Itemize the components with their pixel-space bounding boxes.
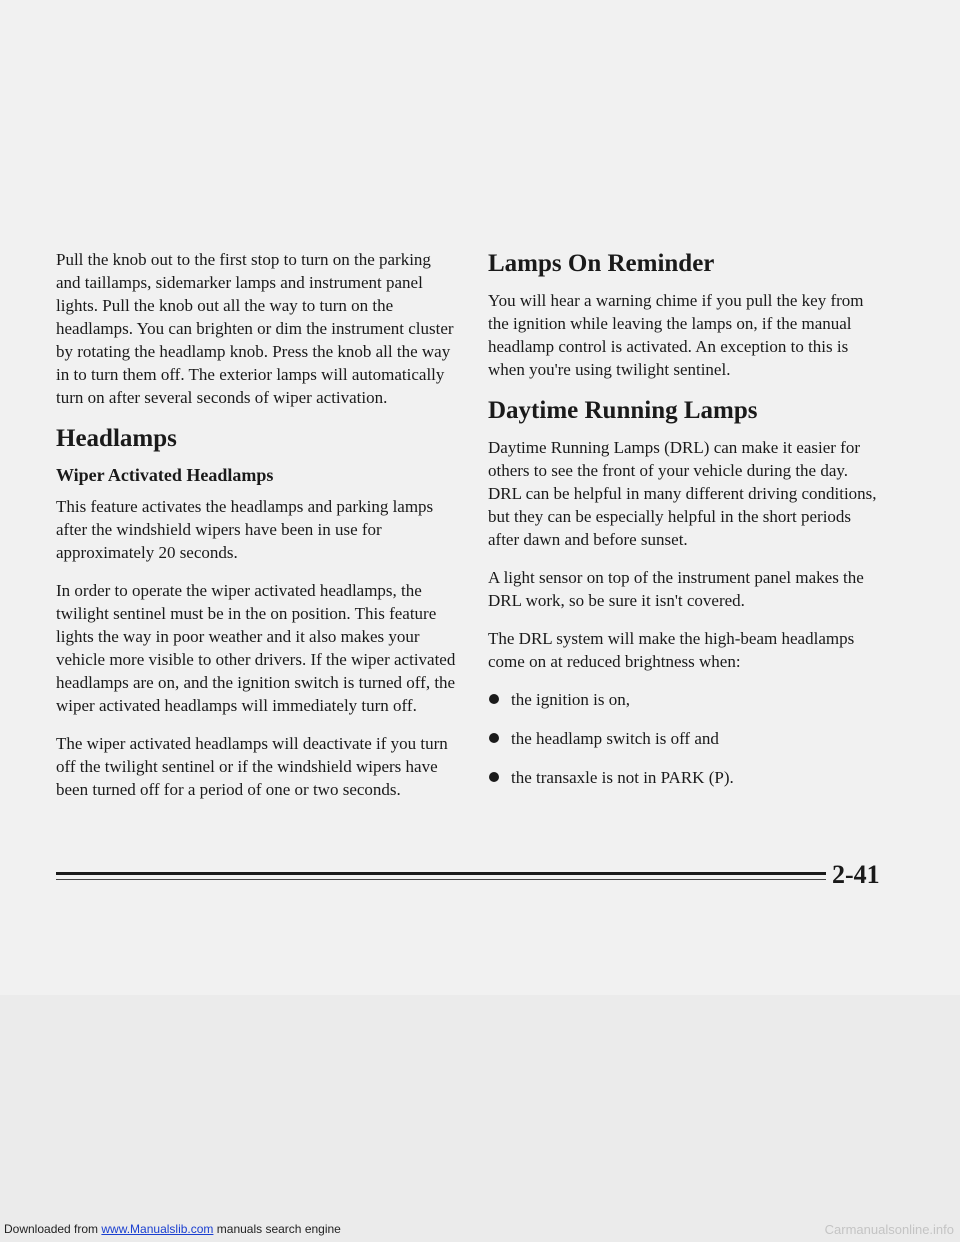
lamps-on-reminder-paragraph: You will hear a warning chime if you pull the key from the ignition while leaving the lamps on, if the manual headlamp control is activated. An exception to this is when you're using twilight sentinel. <box>488 291 864 379</box>
wiper-paragraph-1: This feature activates the headlamps and parking lamps after the windshield wipers have been in use for approximately 20 seconds. <box>56 497 434 562</box>
page-number: 2-41 <box>832 860 880 889</box>
manualslib-link[interactable]: www.Manualslib.com <box>101 1222 214 1236</box>
list-item-text: the transaxle is not in PARK (P). <box>511 768 734 787</box>
drl-conditions-list <box>488 688 880 789</box>
list-item-text: the headlamp switch is off and <box>511 729 719 748</box>
drl-paragraph-2: A light sensor on top of the instrument panel makes the DRL work, so be sure it isn't covered. <box>488 568 864 610</box>
bullet-icon <box>489 733 499 743</box>
footer-rule-thin <box>56 879 826 880</box>
watermark: Carmanualsonline.info <box>824 1222 954 1237</box>
left-column <box>56 248 458 816</box>
bullet-icon <box>489 772 499 782</box>
lamps-on-reminder-heading: Lamps On Reminder <box>488 250 715 277</box>
list-item <box>488 727 880 750</box>
intro-paragraph: Pull the knob out to the first stop to turn on the parking and taillamps, sidemarker lamps and instrument panel lights. Pull the knob out all the way to turn on the headlamps. You can brighten or dim the instrument cluster by rotating the headlamp knob. Press the knob all the way in to turn them off. The exterior lamps will automatically turn on after several seconds of wiper activation. <box>56 250 454 407</box>
wiper-paragraph-2: In order to operate the wiper activated headlamps, the twilight sentinel must be in the on position. This feature lights the way in poor weather and it also makes your vehicle more visible to other drivers. If the wiper activated headlamps are on, and the ignition switch is turned off, the wiper activated headlamps will immediately turn off. <box>56 581 456 715</box>
wiper-activated-subheading: Wiper Activated Headlamps <box>56 465 274 485</box>
headlamps-heading: Headlamps <box>56 425 177 452</box>
bullet-icon <box>489 694 499 704</box>
download-note <box>4 1222 341 1236</box>
drl-paragraph-3: The DRL system will make the high-beam headlamps come on at reduced brightness when: <box>488 629 855 671</box>
drl-paragraph-1: Daytime Running Lamps (DRL) can make it easier for others to see the front of your vehicle during the day. DRL can be helpful in many different driving conditions, but they can be especially helpful in the short periods after dawn and before sunset. <box>488 438 877 549</box>
list-item <box>488 766 880 789</box>
list-item <box>488 688 880 711</box>
right-column <box>488 248 880 805</box>
list-item-text: the ignition is on, <box>511 690 630 709</box>
footer-rule <box>56 872 826 875</box>
daytime-running-lamps-heading: Daytime Running Lamps <box>488 397 758 424</box>
download-prefix: Downloaded from <box>4 1222 102 1236</box>
download-suffix: manuals search engine <box>213 1222 341 1236</box>
wiper-paragraph-3: The wiper activated headlamps will deactivate if you turn off the twilight sentinel or if the windshield wipers have been turned off for a period of one or two seconds. <box>56 734 448 799</box>
